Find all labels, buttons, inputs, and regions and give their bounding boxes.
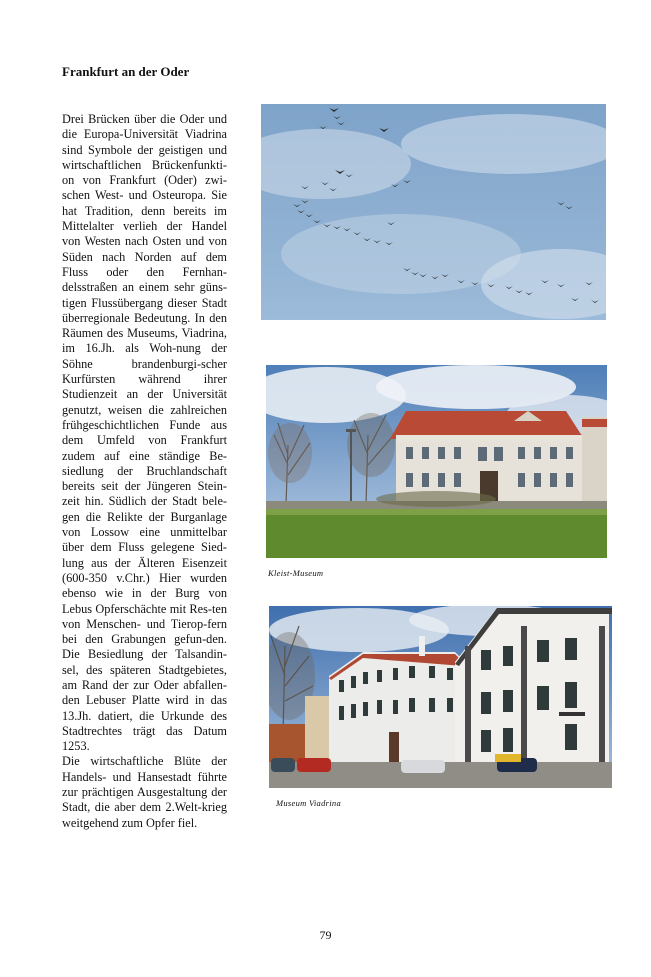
paragraph-1: Drei Brücken über die Oder und die Europa-Universität Viadrina sind Symbole der geistigen und wirtschaftlichen Brückenfunkti-on von Frankfurt (Oder) zwi-schen West- und Osteuropa. Sie hat Tradition, denn bereits im Mittelalter verlieh der Handel von Westen nach Osten und von Süden nach Norden auf dem Fluss oder den Fernhan-delsstraßen an einem sehr güns-tigen Flussübergang dieser Stadt überregionale Bedeutung. In den Räumen des Museums, Viadrina, im 16.Jh. als Woh-nung der Söhne brandenburgi-scher Kurfürsten während ihrer Studienzeit an der Universität genutzt, weisen die zahlreichen frühgeschichtlichen Funde aus dem Umfeld von Frankfurt zudem auf eine ständige Be-siedlung der Bruchlandschaft bereits seit der Jüngeren Stein-zeit hin. Südlich der Stadt bele-gen die Relikte der Burganlage von Lossow eine unmittelbar über dem Fluss gelegene Sied-lung aus der Älteren Eisenzeit (600-350 v.Chr.) Hier wurden ebenso wie in der Burg von Lebus Opferschächte mit Res-ten von Menschen- und Tierop-fern bei den Grabungen gefun-den. [62,112,227,647]
page-title: Frankfurt an der Oder [62,64,190,79]
museum-viadrina-caption: Museum Viadrina [276,798,342,808]
paragraph-2: Die Besiedlung der Talsandin-sel, des späteren Stadtgebietes, am Rand der zur Oder abfallen-den Lebuser Platte wird in das 13.Jh. datiert, die Urkunde des Stadtrechtes trägt das Datum 1253. [62,647,227,754]
paragraph-3: Die wirtschaftliche Blüte der Handels- und Hansestadt führte zur prächtigen Ausgestaltung der Stadt, die aber dem 2.Welt-krieg weitgehend zum Opfer fiel. [62,754,227,830]
geese-sky-photo [261,104,606,320]
page-number: 79 [319,928,332,942]
kleist-museum-caption: Kleist-Museum [268,568,324,578]
kleist-museum-photo [266,365,607,558]
museum-viadrina-photo [269,606,612,788]
body-text [62,112,227,831]
